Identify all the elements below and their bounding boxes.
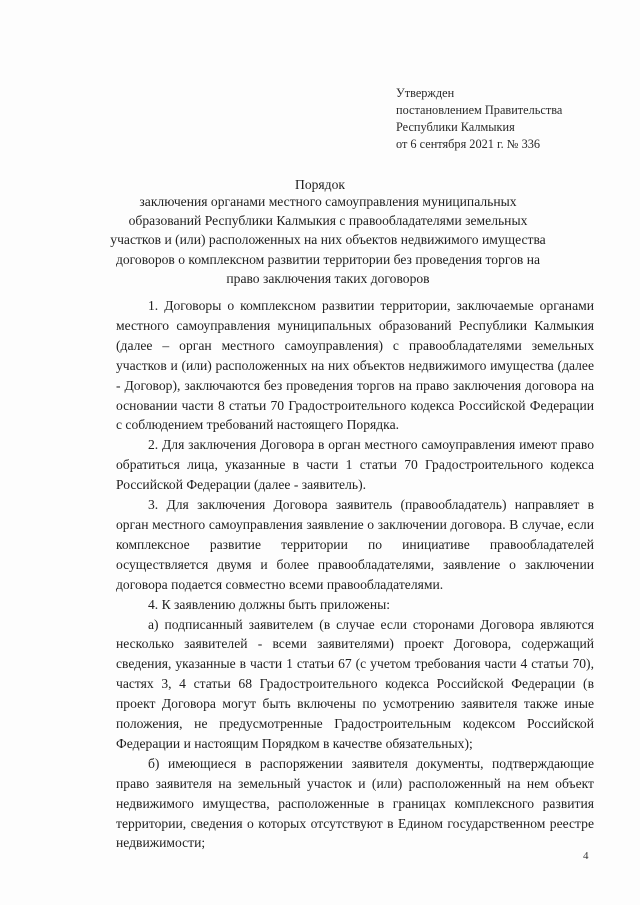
approval-line: постановлением Правительства <box>396 103 563 117</box>
document-body <box>116 296 594 853</box>
approval-line: Утвержден <box>396 86 455 100</box>
paragraph-4: 4. К заявлению должны быть приложены: <box>148 596 390 612</box>
document-subtitle: заключения органами местного самоуправления муниципальных образований Республики Калмыкия с правообладателями земельных участков и (или) расположенных на них объектов недвижимого имущества договоров о комплексном развитии территории без проведения торгов на право заключения таких договоров <box>110 194 546 286</box>
approval-line: Республики Калмыкия <box>396 120 515 134</box>
paragraph-4b: б) имеющиеся в распоряжении заявителя документы, подтверждающие право заявителя на земельный участок и (или) расположенный на нем объект недвижимого имущества, расположенные в границах комплексного развития территории, сведения о которых отсутствуют в Едином государственном реестре недвижимости; <box>116 755 594 851</box>
approval-line: от 6 сентября 2021 г. № 336 <box>396 137 541 151</box>
paragraph-2: 2. Для заключения Договора в орган местного самоуправления имеют право обратиться лица, указанные в части 1 статьи 70 Градостроительного кодекса Российской Федерации (далее - заявитель). <box>116 437 594 493</box>
approval-stamp <box>396 85 562 153</box>
paragraph-4a: а) подписанный заявителем (в случае если сторонами Договора являются несколько заявителей - всеми заявителями) проект Договора, содержащий сведения, указанные в части 1 статьи 67 (с учетом требования части 4 статьи 70), частях 3, 4 статьи 68 Градостроительного кодекса Российской Федерации (в проект Договора могут быть включены по усмотрению заявителя также иные положения, не предусмотренные Градостроительным кодексом Российской Федерации и настоящим Порядком в качестве обязательных); <box>116 616 594 751</box>
paragraph-3: 3. Для заключения Договора заявитель (правообладатель) направляет в орган местного самоуправления заявление о заключении договора. В случае, если комплексное развитие территории по инициативе правообладателей осуществляется двумя и более правообладателями, заявление о заключении договора подается совместно всеми правообладателями. <box>116 497 594 592</box>
document-title: Порядок <box>295 177 345 192</box>
paragraph-1: 1. Договоры о комплексном развитии территории, заключаемые органами местного самоуправления муниципальных образований Республики Калмыкия (далее – орган местного самоуправления) с правообладателями земельных участков и (или) расположенных на них объектов недвижимого имущества (далее - Договор), заключаются без проведения торгов на право заключения договора на основании части 8 статьи 70 Градостроительного кодекса Российской Федерации с соблюдением требований настоящего Порядка. <box>116 298 594 433</box>
page-number: 4 <box>583 850 589 862</box>
